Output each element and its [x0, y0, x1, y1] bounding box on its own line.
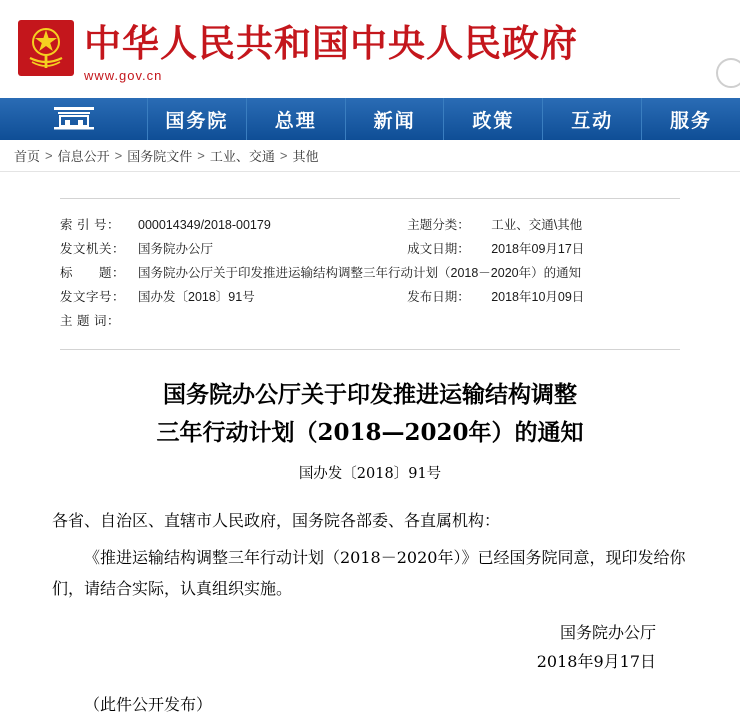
meta-value-written-date: 2018年09月17日	[491, 241, 585, 256]
meta-label-title: 标 题：	[60, 265, 126, 280]
nav-item-guowuyuan[interactable]: 国务院	[148, 98, 247, 140]
document-number: 国办发〔2018〕91号	[298, 466, 442, 482]
nav-item-zhengce[interactable]: 政策	[444, 98, 543, 140]
nav-home-button[interactable]	[0, 98, 148, 140]
meta-value-title: 国务院办公厅关于印发推进运输结构调整三年行动计划（2018－2020年）的通知	[138, 265, 582, 280]
main-navigation	[0, 98, 740, 140]
meta-value-doc-number: 国办发〔2018〕91号	[138, 289, 255, 304]
meta-label-doc-number: 发文字号：	[60, 289, 126, 304]
signature-date: 2018年9月17日	[536, 652, 656, 671]
breadcrumb	[0, 140, 740, 172]
meta-value-publish-date: 2018年10月09日	[491, 289, 585, 304]
table-row	[60, 237, 680, 261]
meta-label-topic-class: 主题分类：	[407, 217, 470, 232]
breadcrumb-separator: >	[197, 148, 205, 163]
site-title: 中华人民共和国中央人民政府	[84, 22, 578, 65]
national-emblem-icon	[18, 20, 74, 76]
page-title-line-2: 三年行动计划（2018—2020年）的通知	[156, 419, 584, 446]
gate-home-icon	[50, 103, 98, 136]
site-title-block	[84, 22, 578, 83]
breadcrumb-separator: >	[45, 148, 53, 163]
table-row	[60, 213, 680, 237]
document-meta-table	[60, 213, 680, 333]
breadcrumb-item-other[interactable]: 其他	[292, 149, 319, 164]
nav-item-hudong[interactable]: 互动	[543, 98, 642, 140]
breadcrumb-item-state-council-docs[interactable]: 国务院文件	[127, 149, 193, 164]
breadcrumb-item-info-disclosure[interactable]: 信息公开	[57, 149, 110, 164]
meta-label-index-number: 索 引 号：	[60, 217, 120, 232]
breadcrumb-separator: >	[279, 148, 288, 163]
breadcrumb-item-industry-transport[interactable]: 工业、交通	[209, 149, 275, 164]
document-signature	[52, 618, 688, 676]
breadcrumb-item-home[interactable]: 首页	[14, 149, 41, 164]
site-domain: www.gov.cn	[84, 68, 163, 83]
document-paragraph: 《推进运输结构调整三年行动计划（2018－2020年）》已经国务院同意，现印发给你们，请结合实际，认真组织实施。	[52, 548, 686, 598]
document-salutation: 各省、自治区、直辖市人民政府，国务院各部委、各直属机构：	[52, 511, 501, 530]
meta-label-publish-date: 发布日期：	[407, 289, 470, 304]
meta-label-written-date: 成文日期：	[407, 241, 470, 256]
search-icon[interactable]	[716, 58, 740, 88]
document-note: （此件公开发布）	[84, 695, 213, 714]
page-title-line-1: 国务院办公厅关于印发推进运输结构调整	[163, 381, 577, 408]
meta-value-issuing-org: 国务院办公厅	[138, 241, 214, 256]
nav-item-xinwen[interactable]: 新闻	[346, 98, 445, 140]
meta-value-topic-class: 工业、交通\其他	[491, 217, 583, 232]
nav-item-zongli[interactable]: 总理	[247, 98, 346, 140]
table-row	[60, 261, 680, 285]
site-header	[0, 0, 740, 98]
meta-label-keywords: 主 题 词：	[60, 313, 120, 328]
page-title	[52, 376, 688, 452]
table-row	[60, 285, 680, 309]
table-row	[60, 309, 680, 333]
meta-value-keywords	[138, 309, 680, 333]
signature-organization: 国务院办公厅	[559, 623, 656, 642]
document-meta-panel	[60, 198, 680, 350]
meta-value-index-number: 000014349/2018-00179	[138, 217, 271, 232]
meta-label-issuing-org: 发文机关：	[60, 241, 126, 256]
breadcrumb-separator: >	[114, 148, 123, 163]
document-body	[52, 376, 688, 715]
nav-item-fuwu[interactable]: 服务	[670, 109, 713, 132]
